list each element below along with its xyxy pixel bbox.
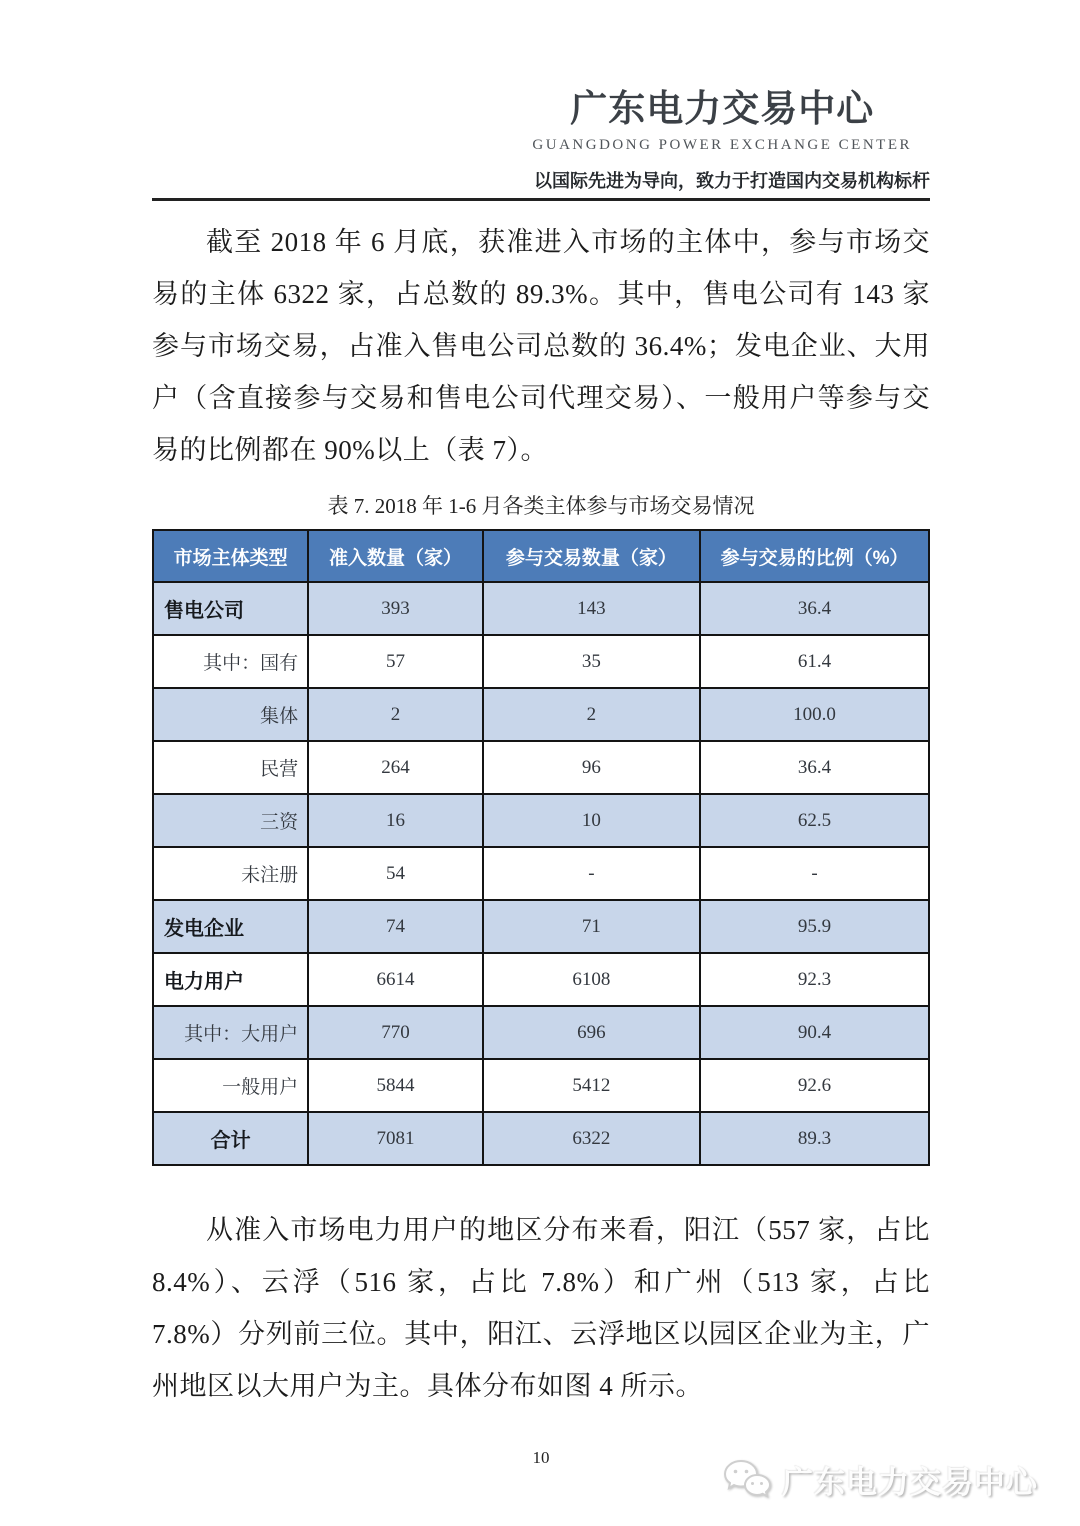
value-cell: 100.0 <box>700 688 929 741</box>
value-cell: 6322 <box>483 1112 700 1165</box>
value-cell: 393 <box>308 582 483 635</box>
value-cell: 74 <box>308 900 483 953</box>
table-row <box>153 1006 929 1059</box>
column-header-ratio: 参与交易的比例（%） <box>700 530 929 582</box>
value-cell: 16 <box>308 794 483 847</box>
value-cell: 54 <box>308 847 483 900</box>
footer-badge <box>721 1457 1038 1502</box>
paragraph-market-participation: 截至 2018 年 6 月底，获准进入市场的主体中，参与市场交易的主体 6322 家，占总数的 89.3%。其中，售电公司有 143 家参与市场交易，占准入售电公司总数的 36.4%；发电企业、大用户（含直接参与交易和售电公司代理交易）、一般用户等参与交易的比例都在 90%以上（表 7）。 <box>152 227 930 465</box>
wechat-icon <box>721 1458 773 1502</box>
value-cell: 71 <box>483 900 700 953</box>
table-row <box>153 953 929 1006</box>
value-cell: 57 <box>308 635 483 688</box>
row-label-cell: 电力用户 <box>153 953 308 1006</box>
value-cell: 6108 <box>483 953 700 1006</box>
row-label-cell: 未注册 <box>153 847 308 900</box>
column-header-participants: 参与交易数量（家） <box>483 530 700 582</box>
value-cell: 5844 <box>308 1059 483 1112</box>
value-cell: 770 <box>308 1006 483 1059</box>
row-label-cell: 其中：大用户 <box>153 1006 308 1059</box>
value-cell: 90.4 <box>700 1006 929 1059</box>
column-header-entity-type: 市场主体类型 <box>153 530 308 582</box>
header-tagline: 以国际先进为导向，致力于打造国内交易机构标杆 <box>534 171 930 191</box>
value-cell: 95.9 <box>700 900 929 953</box>
value-cell: 10 <box>483 794 700 847</box>
value-cell: 89.3 <box>700 1112 929 1165</box>
value-cell: 62.5 <box>700 794 929 847</box>
row-label-cell: 发电企业 <box>153 900 308 953</box>
row-label-cell: 集体 <box>153 688 308 741</box>
value-cell: 36.4 <box>700 741 929 794</box>
table-row-total <box>153 1112 929 1165</box>
row-label-cell: 其中：国有 <box>153 635 308 688</box>
value-cell: 96 <box>483 741 700 794</box>
page-header <box>152 78 930 201</box>
row-label-cell: 三资 <box>153 794 308 847</box>
value-cell: - <box>483 847 700 900</box>
table-row <box>153 1059 929 1112</box>
page-content <box>152 216 930 1412</box>
header-rule <box>152 198 930 201</box>
value-cell: 2 <box>483 688 700 741</box>
table-row <box>153 794 929 847</box>
value-cell: 7081 <box>308 1112 483 1165</box>
paragraph-region-distribution: 从准入市场电力用户的地区分布来看，阳江（557 家，占比 8.4%）、云浮（516 家，占比 7.8%）和广州（513 家，占比 7.8%）分列前三位。其中，阳江、云浮地区以园区企业为主，广州地区以大用户为主。具体分布如图 4 所示。 <box>152 1215 930 1401</box>
value-cell: 6614 <box>308 953 483 1006</box>
value-cell: 5412 <box>483 1059 700 1112</box>
value-cell: - <box>700 847 929 900</box>
value-cell: 264 <box>308 741 483 794</box>
table-row <box>153 582 929 635</box>
value-cell: 92.3 <box>700 953 929 1006</box>
row-label-cell: 民营 <box>153 741 308 794</box>
logo-title: 广东电力交易中心 <box>570 88 875 129</box>
table-row <box>153 900 929 953</box>
table-row <box>153 741 929 794</box>
table-row <box>153 847 929 900</box>
value-cell: 36.4 <box>700 582 929 635</box>
logo <box>532 78 912 154</box>
table-caption: 表 7. 2018 年 1-6 月各类主体参与市场交易情况 <box>327 494 755 518</box>
row-label-cell: 合计 <box>153 1112 308 1165</box>
value-cell: 696 <box>483 1006 700 1059</box>
footer-badge-text: 广东电力交易中心 <box>782 1465 1038 1500</box>
row-label-cell: 一般用户 <box>153 1059 308 1112</box>
row-label-cell: 售电公司 <box>153 582 308 635</box>
table-row <box>153 688 929 741</box>
value-cell: 143 <box>483 582 700 635</box>
value-cell: 35 <box>483 635 700 688</box>
value-cell: 61.4 <box>700 635 929 688</box>
value-cell: 2 <box>308 688 483 741</box>
column-header-admitted: 准入数量（家） <box>308 530 483 582</box>
table-header-row <box>153 530 929 582</box>
value-cell: 92.6 <box>700 1059 929 1112</box>
page-number: 10 <box>532 1448 550 1467</box>
market-participation-table <box>152 529 930 1166</box>
logo-subtitle: GUANGDONG POWER EXCHANGE CENTER <box>532 137 912 153</box>
table-row <box>153 635 929 688</box>
